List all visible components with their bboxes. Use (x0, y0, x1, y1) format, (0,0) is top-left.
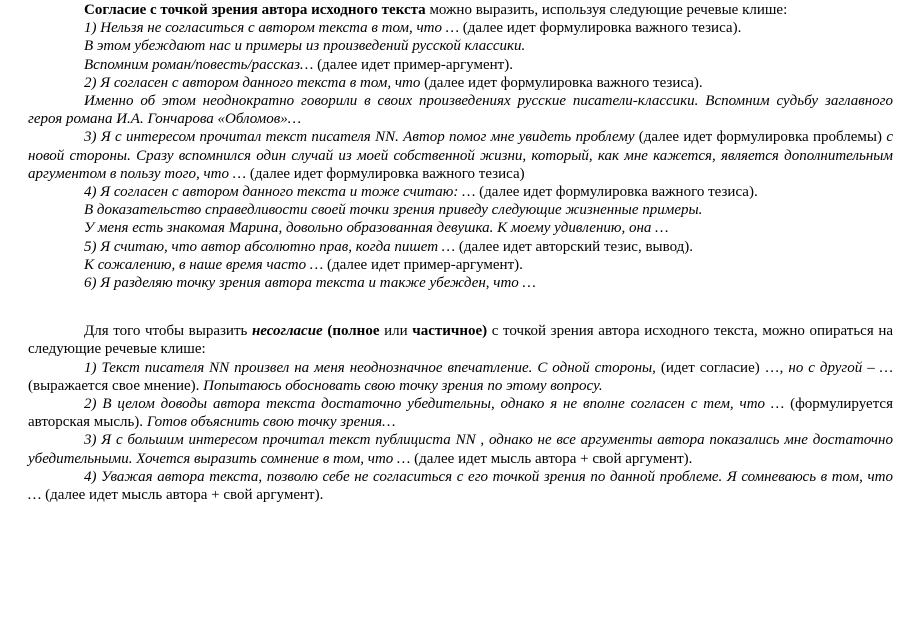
agree-line-3: Вспомним роман/повесть/рассказ… (далее идет пример-аргумент). (84, 56, 513, 73)
agree-line-9: У меня есть знакомая Марина, довольно образованная девушка. К моему удивлению, она … (84, 220, 669, 237)
agree-intro-bold: Согласие с точкой зрения автора исходного текста (84, 2, 426, 18)
disagree-intro: Для того чтобы выразить несогласие (полное или частичное) с точкой зрения автора исходного текста, можно опираться на следующие речевые клише: (28, 323, 894, 358)
agree-line-5: Именно об этом неоднократно говорили в своих произведениях русские писатели-классики. Вспомним судьбу заглавного героя романа И.А. Гончарова «Обломов»… (28, 93, 893, 128)
agree-line-10: 5) Я считаю, что автор абсолютно прав, когда пишет … (далее идет авторский тезис, вывод). (84, 238, 694, 255)
agree-intro (28, 1, 893, 19)
section-gap (28, 292, 893, 322)
agree-line-12: 6) Я разделяю точку зрения автора текста и также убежден, что … (84, 275, 536, 292)
agree-line-7: 4) Я согласен с автором данного текста и тоже считаю: … (далее идет формулировка важного тезиса). (84, 184, 758, 201)
agree-line-1: 1) Нельзя не согласиться с автором текста в том, что … (далее идет формулировка важного тезиса). (84, 20, 742, 37)
disagree-line-4: 4) Уважая автора текста, позволю себе не согласиться с его точкой зрения по данной проблеме. Я сомневаюсь в том, что … (далее идет мысль автора + свой аргумент). (28, 468, 893, 504)
agree-line-8: В доказательство справедливости своей точки зрения приведу следующие жизненные примеры. (84, 202, 703, 219)
agree-line-4: 2) Я согласен с автором данного текста в том, что (далее идет формулировка важного тезиса). (84, 74, 703, 91)
disagree-line-1: 1) Текст писателя NN произвел на меня неоднозначное впечатление. С одной стороны, (идет согласие) …, но с другой – … (выражается свое мнение). Попытаюсь обосновать свою точку зрения по этому вопросу. (28, 359, 894, 394)
agree-line-6: 3) Я с интересом прочитал текст писателя NN. Автор помог мне увидеть проблему (далее идет формулировка проблемы) с новой стороны. Сразу вспомнился один случай из моей собственной жизни, который, как мне кажется, является дополнительным аргументом в пользу того, что … (далее идет формулировка важного тезиса) (28, 129, 893, 182)
disagree-keyword: несогласие (251, 323, 323, 340)
disagree-line-2: 2) В целом доводы автора текста достаточно убедительны, однако я не вполне согласен с тем, что … (формулируется авторская мысль). Готов объяснить свою точку зрения… (28, 396, 893, 431)
agree-line-2: В этом убеждают нас и примеры из произведений русской классики. (84, 38, 526, 55)
agree-line-11: К сожалению, в наше время часто … (далее идет пример-аргумент). (84, 256, 523, 273)
agree-intro-rest: можно выразить, используя следующие речевые клише: (425, 2, 788, 18)
disagree-line-3: 3) Я с большим интересом прочитал текст публициста NN , однако не все аргументы автора показались мне достаточно убедительными. Хочется выразить сомнение в том, что … (далее идет мысль автора + свой аргумент). (28, 432, 893, 467)
